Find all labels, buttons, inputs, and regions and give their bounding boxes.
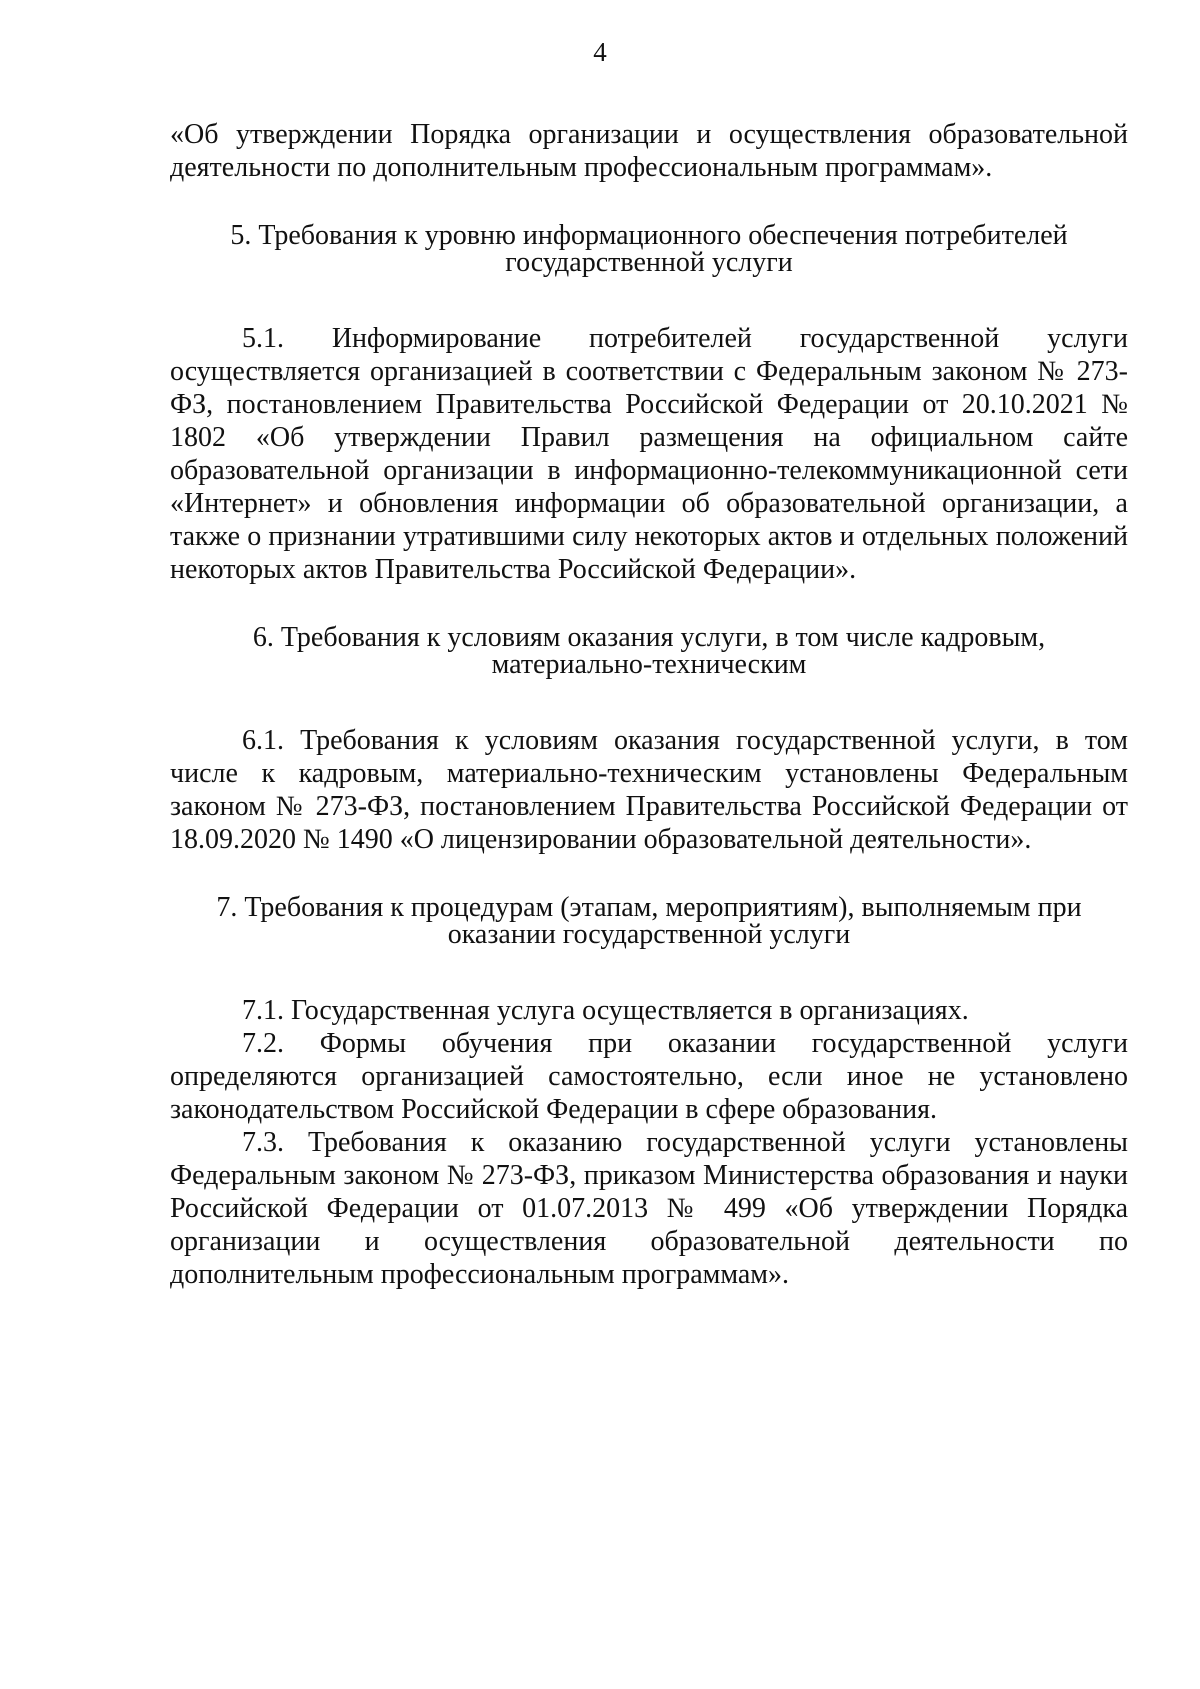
paragraph-7-2: 7.2. Формы обучения при оказании государственной услуги определяются организацией самостоятельно, если иное не установлено законодательством Российской Федерации в сфере образования. — [170, 1028, 1128, 1125]
paragraph-6-1: 6.1. Требования к условиям оказания государственной услуги, в том числе к кадровым, материально-техническим установлены Федеральным законом № 273-ФЗ, постановлением Правительства Российской Федерации от 18.09.2020 № 1490 «О лицензировании образовательной деятельности». — [170, 725, 1128, 855]
intro-paragraph: «Об утверждении Порядка организации и осуществления образовательной деятельности по дополнительным профессиональным программам». — [170, 119, 1128, 183]
paragraph-7-3: 7.3. Требования к оказанию государственной услуги установлены Федеральным законом № 273-ФЗ, приказом Министерства образования и науки Российской Федерации от 01.07.2013 № 499 «Об утверждении Порядка организации и осуществления образовательной деятельности по дополнительным профессиональным программам». — [170, 1127, 1128, 1290]
section-5-heading: 5. Требования к уровню информационного обеспечения потребителей государственной услуги — [230, 220, 1068, 278]
section-7-heading: 7. Требования к процедурам (этапам, мероприятиям), выполняемым при оказании государственной услуги — [216, 892, 1082, 950]
paragraph-7-1: 7.1. Государственная услуга осуществляется в организациях. — [242, 995, 969, 1026]
section-6-heading: 6. Требования к условиям оказания услуги, в том числе кадровым, материально-техническим — [252, 622, 1046, 680]
paragraph-5-1: 5.1. Информирование потребителей государственной услуги осуществляется организацией в соответствии с Федеральным законом № 273-ФЗ, постановлением Правительства Российской Федерации от 20.10.2021 № 1802 «Об утверждении Правил размещения на официальном сайте образовательной организации в информационно-телекоммуникационной сети «Интернет» и обновления информации об образовательной организации, а также о признании утратившими силу некоторых актов и отдельных положений некоторых актов Правительства Российской Федерации». — [170, 323, 1128, 585]
document-body — [170, 118, 1128, 1291]
page-number: 4 — [593, 37, 607, 67]
